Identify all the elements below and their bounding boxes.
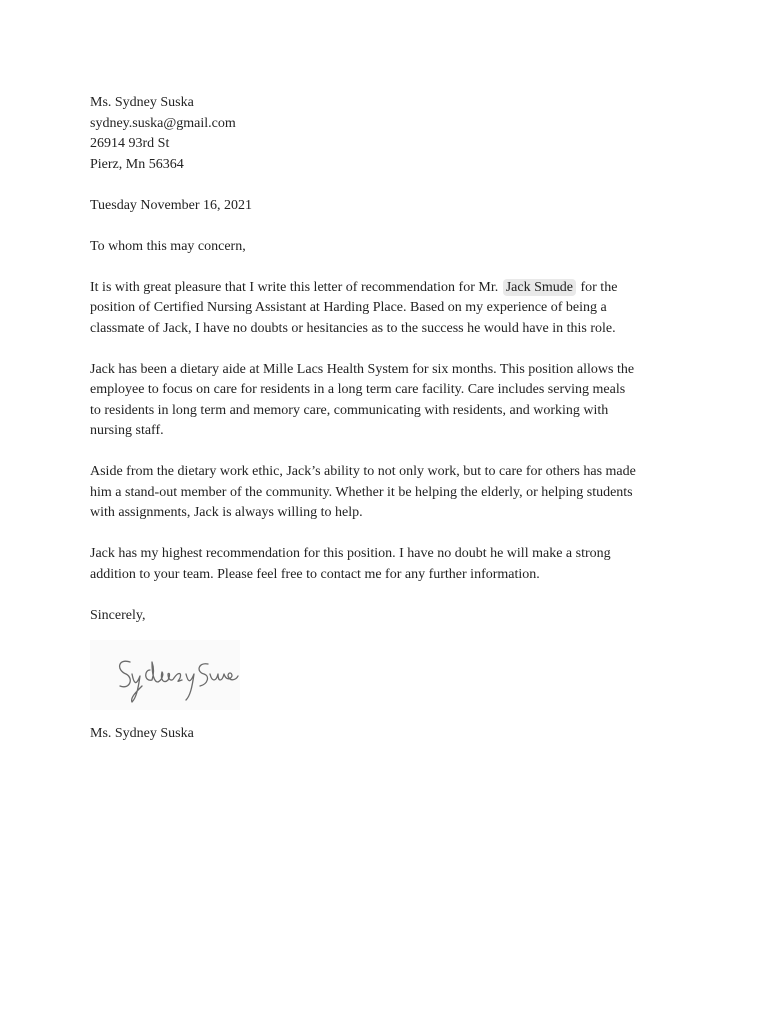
letter-page [90, 93, 690, 745]
paragraph-3-line: him a stand-out member of the community. Whether it be helping the elderly, or helping students [90, 484, 633, 500]
paragraph-4 [90, 544, 690, 585]
paragraph-2 [90, 360, 690, 442]
paragraph-1 [90, 278, 690, 340]
paragraph-1-line-2: position of Certified Nursing Assistant at Harding Place. Based on my experience of being a [90, 300, 607, 315]
paragraph-2-line: Jack has been a dietary aide at Mille Lacs Health System for six months. This position allows the [90, 361, 635, 377]
paragraph-3-line: with assignments, Jack is always willing to help. [90, 505, 363, 520]
paragraph-3-line: Aside from the dietary work ethic, Jack’s ability to not only work, but to care for others has made [90, 464, 636, 479]
candidate-name-chip[interactable]: Jack Smude [503, 279, 576, 296]
signature-drawing [90, 640, 240, 710]
signer-name: Ms. Sydney Suska [90, 726, 194, 741]
sender-street: 26914 93rd St [90, 136, 170, 151]
salutation: To whom this may concern, [90, 238, 246, 254]
closing: Sincerely, [90, 607, 146, 623]
paragraph-2-line: employee to focus on care for residents in a long term care facility. Care includes serving meals [90, 382, 626, 397]
paragraph-2-line: nursing staff. [90, 423, 164, 438]
paragraph-3 [90, 462, 690, 524]
paragraph-4-line: Jack has my highest recommendation for this position. I have no doubt he will make a strong [90, 546, 611, 561]
paragraph-1-line-1-before: It is with great pleasure that I write this letter of recommendation for Mr. [90, 279, 499, 295]
paragraph-1-line-1-after: for the [580, 279, 618, 295]
letter-date: Tuesday November 16, 2021 [90, 197, 253, 213]
paragraph-1-line-1 [90, 278, 690, 299]
sender-address-block [90, 93, 690, 175]
sender-name: Ms. Sydney Suska [90, 95, 194, 110]
paragraph-1-line-3: classmate of Jack, I have no doubts or hesitancies as to the success he would have in this role. [90, 320, 616, 336]
paragraph-4-line: addition to your team. Please feel free to contact me for any further information. [90, 566, 540, 582]
sender-city-line: Pierz, Mn 56364 [90, 156, 184, 172]
signature-image [90, 640, 240, 710]
sender-email: sydney.suska@gmail.com [90, 115, 236, 131]
paragraph-2-line: to residents in long term and memory care, communicating with residents, and working with [90, 402, 609, 418]
